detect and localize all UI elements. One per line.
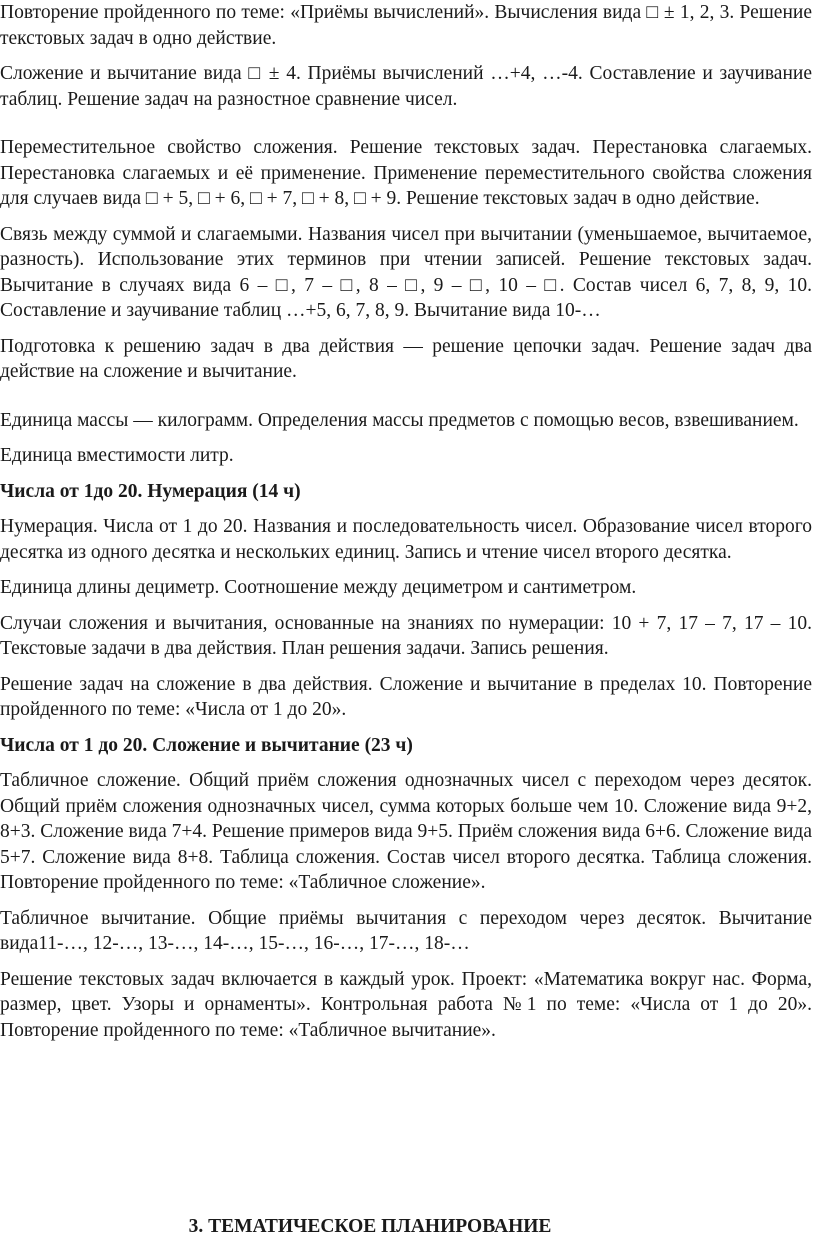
heading-numeration: Числа от 1до 20. Нумерация (14 ч) xyxy=(0,480,301,502)
paragraph-mass-kilogram: Единица массы — килограмм. Определения массы предметов с помощью весов, взвешиванием. xyxy=(0,409,799,431)
paragraph-sum-and-addends: Связь между суммой и слагаемыми. Названия чисел при вычитании (уменьшаемое, вычитаемое, разность). Использование этих терминов при чтении записей. Решение текстовых задач. Вычитание в случаях вида 6 – □, 7 – □, 8 – □, 9 – □, 10 – □. Состав чисел 6, 7, 8, 9, 10. Составление и заучивание таблиц …+5, 6, 7, 8, 9. Вычитание вида 10-… xyxy=(0,223,812,321)
paragraph-table-addition: Табличное сложение. Общий приём сложения однозначных чисел с переходом через десяток. Общий приём сложения однозначных чисел, сумма которых больше чем 10. Сложение вида 9+2, 8+3. Сложение вида 7+4. Решение примеров вида 9+5. Приём сложения вида 6+6. Сложение вида 5+7. Сложение вида 8+8. Таблица сложения. Состав чисел второго десятка. Таблица сложения. Повторение пройденного по теме: «Табличное сложение». xyxy=(0,770,812,893)
paragraph-table-subtraction: Табличное вычитание. Общие приёмы вычитания с переходом через десяток. Вычитание вида11-…, 12-…, 13-…, 14-…, 15-…, 16-…, 17-…, 18-… xyxy=(0,907,812,954)
paragraph-decimetre: Единица длины дециметр. Соотношение между дециметром и сантиметром. xyxy=(0,577,637,598)
paragraph-two-step-addition: Решение задач на сложение в два действия. Сложение и вычитание в пределах 10. Повторение пройденного по теме: «Числа от 1 до 20». xyxy=(0,673,812,720)
paragraph-repetition-calculations: Повторение пройденного по теме: «Приёмы вычислений». Вычисления вида □ ± 1, 2, 3. Решение текстовых задач в одно действие. xyxy=(0,2,812,49)
paragraph-two-step-problems: Подготовка к решению задач в два действия — решение цепочки задач. Решение задач два действие на сложение и вычитание. xyxy=(0,335,812,382)
paragraph-numeration-cases: Случаи сложения и вычитания, основанные на знаниях по нумерации: 10 + 7, 17 – 7, 17 – 10. Текстовые задачи в два действия. План решения задачи. Запись решения. xyxy=(0,612,812,659)
heading-addition-subtraction: Числа от 1 до 20. Сложение и вычитание (23 ч) xyxy=(0,734,413,756)
paragraph-capacity-litre: Единица вместимости литр. xyxy=(0,445,234,466)
paragraph-numeration-1-20: Нумерация. Числа от 1 до 20. Названия и последовательность чисел. Образование чисел второго десятка из одного десятка и нескольких единиц. Запись и чтение чисел второго десятка. xyxy=(0,516,812,563)
section-title: 3. ТЕМАТИЧЕСКОЕ ПЛАНИРОВАНИЕ xyxy=(188,1216,552,1237)
paragraph-text-problems-project: Решение текстовых задач включается в каждый урок. Проект: «Математика вокруг нас. Форма, размер, цвет. Узоры и орнаменты». Контрольная работа №1 по теме: «Числа от 1 до 20». Повторение пройденного по теме: «Табличное вычитание». xyxy=(0,968,812,1041)
paragraph-commutative-property: Переместительное свойство сложения. Решение текстовых задач. Перестановка слагаемых. Перестановка слагаемых и её применение. Применение переместительного свойства сложения для случаев вида □ + 5, □ + 6, □ + 7, □ + 8, □ + 9. Решение текстовых задач в одно действие. xyxy=(0,137,812,209)
paragraph-addition-subtraction-4: Сложение и вычитание вида □ ± 4. Приёмы вычислений …+4, …-4. Составление и заучивание таблиц. Решение задач на разностное сравнение чисел. xyxy=(0,63,812,110)
